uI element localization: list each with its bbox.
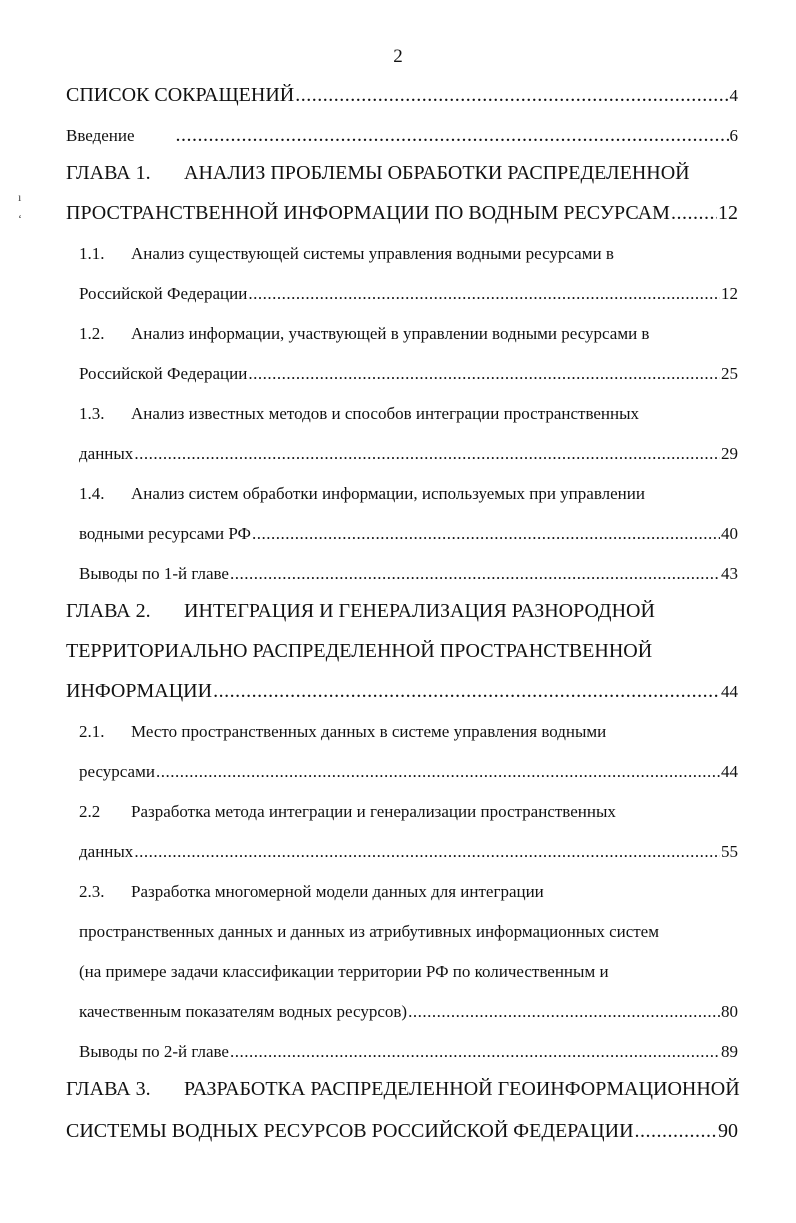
page-ref: 29: [721, 444, 738, 463]
page-ref: 12: [721, 284, 738, 303]
chapter-number: ГЛАВА 2.: [66, 600, 151, 622]
section-number: 1.1.: [79, 244, 105, 263]
scan-mark: ʻ: [18, 212, 22, 226]
entry-label: Выводы по 2-й главе: [79, 1042, 229, 1061]
toc-section-2-3-line2[interactable]: [79, 922, 738, 942]
toc-conclusions-1[interactable]: [79, 564, 738, 584]
dot-leader: [176, 124, 729, 147]
chapter-title: ТЕРРИТОРИАЛЬНО РАСПРЕДЕЛЕННОЙ ПРОСТРАНСТВЕННОЙ: [66, 640, 653, 662]
page-ref: 55: [721, 842, 738, 861]
section-title: Анализ существующей системы управления водными ресурсами в: [131, 244, 614, 263]
section-number: 2.2: [79, 802, 101, 821]
section-title: Российской Федерации: [79, 284, 248, 303]
chapter-number: ГЛАВА 1.: [66, 162, 151, 184]
entry-label: Введение: [66, 126, 135, 145]
section-title: (на примере задачи классификации территории РФ по количественным и: [79, 962, 609, 981]
toc-entry-abbreviations[interactable]: [66, 84, 738, 107]
dot-leader: [295, 84, 728, 107]
toc-section-2-3-line3[interactable]: [79, 962, 738, 982]
toc-section-2-3-line1[interactable]: [79, 882, 738, 902]
toc-section-2-2-line1[interactable]: [79, 802, 738, 822]
section-number: 1.4.: [79, 484, 105, 503]
page-ref: 4: [729, 86, 738, 105]
toc-section-2-1-line1[interactable]: [79, 722, 738, 742]
dot-leader: [230, 1042, 720, 1062]
toc-entry-intro[interactable]: [66, 124, 738, 147]
toc-section-1-2-line2[interactable]: [79, 364, 738, 384]
section-title: водными ресурсами РФ: [79, 524, 251, 543]
page-ref: 6: [729, 126, 738, 145]
toc-section-1-2-line1[interactable]: [79, 324, 738, 344]
scan-mark: ı: [18, 190, 22, 204]
toc-section-1-3-line1[interactable]: [79, 404, 738, 424]
page-ref: 25: [721, 364, 738, 383]
toc-section-2-3-line4[interactable]: [79, 1002, 738, 1022]
section-number: 1.2.: [79, 324, 105, 343]
dot-leader: [134, 444, 720, 464]
page-ref: 44: [721, 762, 738, 781]
dot-leader: [635, 1120, 717, 1143]
section-title: Российской Федерации: [79, 364, 248, 383]
dot-leader: [134, 842, 720, 862]
dot-leader: [252, 524, 720, 544]
chapter-number: ГЛАВА 3.: [66, 1078, 151, 1100]
page-ref: 80: [721, 1002, 738, 1021]
chapter-title: СИСТЕМЫ ВОДНЫХ РЕСУРСОВ РОССИЙСКОЙ ФЕДЕРАЦИИ: [66, 1120, 634, 1142]
chapter-title: АНАЛИЗ ПРОБЛЕМЫ ОБРАБОТКИ РАСПРЕДЕЛЕННОЙ: [184, 162, 690, 184]
page-ref: 90: [718, 1120, 738, 1142]
section-title: Разработка метода интеграции и генерализации пространственных: [131, 802, 616, 821]
toc-chapter-2-line2[interactable]: [66, 640, 738, 663]
toc-section-1-4-line1[interactable]: [79, 484, 738, 504]
dot-leader: [248, 364, 720, 384]
section-number: 2.1.: [79, 722, 105, 741]
toc-chapter-3-line2[interactable]: [66, 1120, 738, 1143]
chapter-title: ИНТЕГРАЦИЯ И ГЕНЕРАЛИЗАЦИЯ РАЗНОРОДНОЙ: [184, 600, 655, 622]
section-title: Анализ известных методов и способов интеграции пространственных: [131, 404, 640, 423]
page-number: 2: [393, 46, 403, 67]
toc-section-2-2-line2[interactable]: [79, 842, 738, 862]
entry-label: СПИСОК СОКРАЩЕНИЙ: [66, 84, 295, 106]
section-number: 1.3.: [79, 404, 105, 423]
section-title: Анализ информации, участвующей в управлении водными ресурсами в: [131, 324, 650, 343]
toc-section-2-1-line2[interactable]: [79, 762, 738, 782]
section-title: пространственных данных и данных из атрибутивных информационных систем: [79, 922, 659, 941]
chapter-title: ПРОСТРАНСТВЕННОЙ ИНФОРМАЦИИ ПО ВОДНЫМ РЕСУРСАМ: [66, 202, 670, 224]
section-title: Место пространственных данных в системе управления водными: [131, 722, 607, 741]
section-title: данных: [79, 842, 134, 861]
page-ref: 40: [721, 524, 738, 543]
section-title: ресурсами: [79, 762, 155, 781]
toc-chapter-2-line1[interactable]: [66, 600, 738, 623]
toc-chapter-1-line2[interactable]: [66, 202, 738, 225]
section-number: 2.3.: [79, 882, 105, 901]
dot-leader: [248, 284, 720, 304]
toc-section-1-1-line1[interactable]: [79, 244, 738, 264]
page-ref: 44: [721, 682, 738, 701]
section-title: Разработка многомерной модели данных для интеграции: [131, 882, 544, 901]
toc-chapter-2-line3[interactable]: [66, 680, 738, 703]
toc-chapter-1-line1[interactable]: [66, 162, 738, 185]
toc-section-1-4-line2[interactable]: [79, 524, 738, 544]
toc-section-1-3-line2[interactable]: [79, 444, 738, 464]
toc-conclusions-2[interactable]: [79, 1042, 738, 1062]
entry-label: Выводы по 1-й главе: [79, 564, 229, 583]
page-ref: 43: [721, 564, 738, 583]
chapter-title: ИНФОРМАЦИИ: [66, 680, 213, 702]
dot-leader: [408, 1002, 720, 1022]
page-ref: 89: [721, 1042, 738, 1061]
section-title: качественным показателям водных ресурсов): [79, 1002, 408, 1021]
chapter-title: РАЗРАБОТКА РАСПРЕДЕЛЕННОЙ ГЕОИНФОРМАЦИОННОЙ: [184, 1078, 740, 1100]
dot-leader: [230, 564, 720, 584]
toc-section-1-1-line2[interactable]: [79, 284, 738, 304]
dot-leader: [671, 202, 717, 225]
page-ref: 12: [718, 202, 738, 224]
dot-leader: [213, 680, 720, 703]
section-title: Анализ систем обработки информации, используемых при управлении: [131, 484, 645, 503]
toc-chapter-3-line1[interactable]: [66, 1078, 738, 1101]
section-title: данных: [79, 444, 134, 463]
dot-leader: [156, 762, 720, 782]
